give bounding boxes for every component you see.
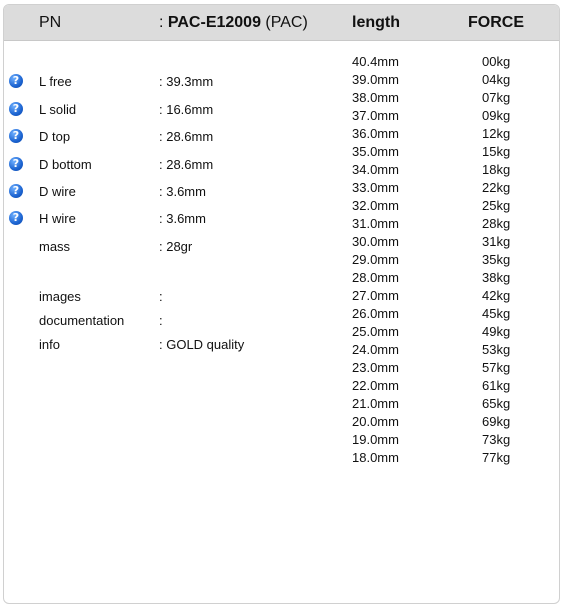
table-row bbox=[4, 162, 560, 180]
length-cell: 38.0mm bbox=[352, 90, 399, 105]
force-cell: 38kg bbox=[482, 270, 511, 285]
length-cell: 18.0mm bbox=[352, 450, 399, 465]
force-cell: 25kg bbox=[482, 198, 511, 213]
length-cell: 30.0mm bbox=[352, 234, 399, 249]
table-row bbox=[4, 252, 560, 270]
force-cell: 28kg bbox=[482, 216, 511, 231]
spec-label: L solid bbox=[39, 102, 77, 117]
force-cell: 22kg bbox=[482, 180, 511, 195]
help-icon[interactable]: ? bbox=[9, 184, 23, 198]
length-cell: 33.0mm bbox=[352, 180, 399, 195]
pn-prefix: : bbox=[159, 14, 168, 31]
table-row bbox=[4, 90, 560, 108]
length-cell: 22.0mm bbox=[352, 378, 399, 393]
spec-label: images bbox=[39, 289, 81, 304]
spec-label: L free bbox=[39, 74, 72, 89]
force-cell: 09kg bbox=[482, 108, 511, 123]
table-row bbox=[4, 342, 560, 360]
length-cell: 32.0mm bbox=[352, 198, 399, 213]
length-cell: 21.0mm bbox=[352, 396, 399, 411]
force-cell: 04kg bbox=[482, 72, 511, 87]
spec-value: : GOLD quality bbox=[159, 337, 245, 352]
table-row bbox=[4, 180, 560, 198]
length-cell: 19.0mm bbox=[352, 432, 399, 447]
force-cell: 61kg bbox=[482, 378, 511, 393]
help-icon[interactable]: ? bbox=[9, 74, 23, 88]
table-row bbox=[4, 450, 560, 468]
help-icon[interactable]: ? bbox=[9, 157, 23, 171]
table-header bbox=[4, 5, 559, 41]
table-row bbox=[4, 234, 560, 252]
spec-value: : 39.3mm bbox=[159, 74, 214, 89]
force-cell: 15kg bbox=[482, 144, 511, 159]
length-cell: 24.0mm bbox=[352, 342, 399, 357]
force-cell: 73kg bbox=[482, 432, 511, 447]
help-icon[interactable]: ? bbox=[9, 129, 23, 143]
length-cell: 27.0mm bbox=[352, 288, 399, 303]
spec-label: D wire bbox=[39, 184, 76, 199]
force-cell: 69kg bbox=[482, 414, 511, 429]
force-cell: 00kg bbox=[482, 54, 511, 69]
spec-value: : 28gr bbox=[159, 239, 193, 254]
table-row bbox=[4, 270, 560, 288]
force-cell: 57kg bbox=[482, 360, 511, 375]
table-row bbox=[4, 414, 560, 432]
length-cell: 26.0mm bbox=[352, 306, 399, 321]
pn-suffix: (PAC) bbox=[260, 14, 308, 31]
force-cell: 53kg bbox=[482, 342, 511, 357]
force-cell: 49kg bbox=[482, 324, 511, 339]
force-column-header: FORCE bbox=[468, 14, 524, 31]
spec-value: : 28.6mm bbox=[159, 157, 214, 172]
spec-label: D top bbox=[39, 129, 71, 144]
force-cell: 42kg bbox=[482, 288, 511, 303]
spec-label: H wire bbox=[39, 211, 76, 226]
force-cell: 31kg bbox=[482, 234, 511, 249]
spec-value: : bbox=[159, 289, 163, 304]
length-cell: 29.0mm bbox=[352, 252, 399, 267]
spec-label: D bottom bbox=[39, 157, 92, 172]
help-icon[interactable]: ? bbox=[9, 102, 23, 116]
force-cell: 45kg bbox=[482, 306, 511, 321]
table-row bbox=[4, 432, 560, 450]
table-row bbox=[4, 144, 560, 162]
table-row bbox=[4, 54, 560, 72]
length-cell: 37.0mm bbox=[352, 108, 399, 123]
pn-label: PN bbox=[39, 14, 62, 31]
spec-value: : 3.6mm bbox=[159, 211, 206, 226]
force-cell: 35kg bbox=[482, 252, 511, 267]
length-column-header: length bbox=[352, 14, 400, 31]
force-cell: 65kg bbox=[482, 396, 511, 411]
table-row bbox=[4, 306, 560, 324]
table-row bbox=[4, 126, 560, 144]
spec-value: : 16.6mm bbox=[159, 102, 214, 117]
length-cell: 23.0mm bbox=[352, 360, 399, 375]
table-row bbox=[4, 324, 560, 342]
spec-label: info bbox=[39, 337, 60, 352]
help-icon[interactable]: ? bbox=[9, 211, 23, 225]
table-row bbox=[4, 396, 560, 414]
force-cell: 12kg bbox=[482, 126, 511, 141]
length-cell: 31.0mm bbox=[352, 216, 399, 231]
length-cell: 39.0mm bbox=[352, 72, 399, 87]
length-cell: 25.0mm bbox=[352, 324, 399, 339]
spec-label: mass bbox=[39, 239, 71, 254]
spec-value: : bbox=[159, 313, 163, 328]
length-cell: 35.0mm bbox=[352, 144, 399, 159]
spring-spec-panel bbox=[3, 4, 560, 604]
force-cell: 07kg bbox=[482, 90, 511, 105]
table-row bbox=[4, 108, 560, 126]
table-row bbox=[4, 360, 560, 378]
pn-value-group bbox=[159, 14, 308, 32]
table-row bbox=[4, 288, 560, 306]
length-cell: 40.4mm bbox=[352, 54, 399, 69]
length-cell: 34.0mm bbox=[352, 162, 399, 177]
spec-value: : 28.6mm bbox=[159, 129, 214, 144]
spec-label: documentation bbox=[39, 313, 125, 328]
table-row bbox=[4, 198, 560, 216]
table-row bbox=[4, 72, 560, 90]
pn-value: PAC-E12009 bbox=[167, 14, 261, 31]
length-cell: 36.0mm bbox=[352, 126, 399, 141]
table-row bbox=[4, 216, 560, 234]
length-cell: 20.0mm bbox=[352, 414, 399, 429]
length-cell: 28.0mm bbox=[352, 270, 399, 285]
force-cell: 18kg bbox=[482, 162, 511, 177]
force-cell: 77kg bbox=[482, 450, 511, 465]
table-row bbox=[4, 378, 560, 396]
spec-value: : 3.6mm bbox=[159, 184, 206, 199]
